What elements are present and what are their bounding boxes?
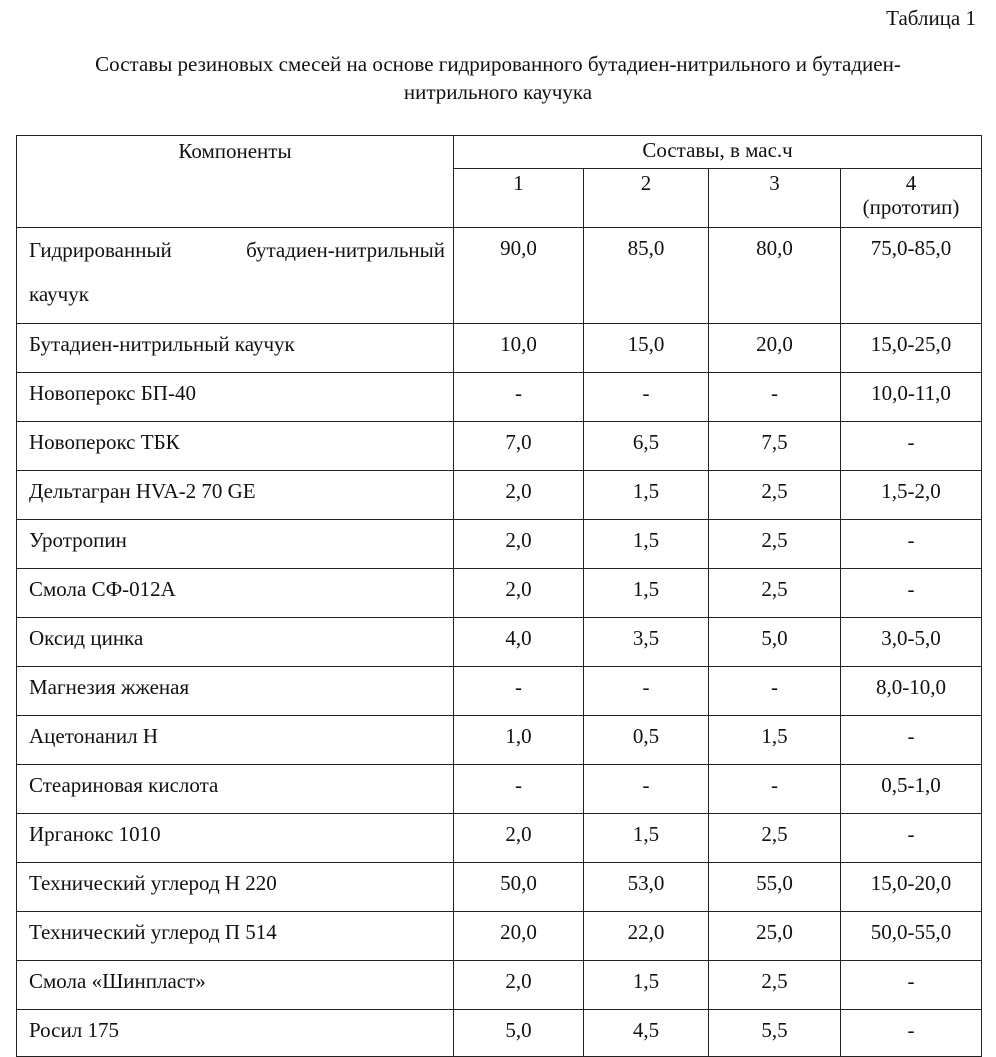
value-cell: - xyxy=(841,1010,982,1057)
value-cell: - xyxy=(841,569,982,618)
value-cell: 2,5 xyxy=(709,471,841,520)
value-cell: 2,0 xyxy=(454,569,584,618)
value-cell: - xyxy=(841,716,982,765)
table-row xyxy=(17,373,982,422)
table-row xyxy=(17,814,982,863)
component-name-line-2: каучук xyxy=(29,282,89,306)
value-cell: 2,0 xyxy=(454,520,584,569)
table-row xyxy=(17,1010,982,1057)
value-cell: 15,0-25,0 xyxy=(841,324,982,373)
value-cell: - xyxy=(584,373,709,422)
column-header-2: 2 xyxy=(584,169,709,228)
value-cell: - xyxy=(841,814,982,863)
component-name: Ирганокс 1010 xyxy=(17,814,454,863)
compositions-header: Составы, в мас.ч xyxy=(454,136,982,169)
value-cell: - xyxy=(454,373,584,422)
value-cell: 1,5 xyxy=(584,471,709,520)
value-cell: 1,5 xyxy=(584,961,709,1010)
value-cell: 3,5 xyxy=(584,618,709,667)
table-row xyxy=(17,912,982,961)
title-line-1: Составы резиновых смесей на основе гидрированного бутадиен-нитрильного и бутадиен- xyxy=(95,52,901,76)
table-row xyxy=(17,324,982,373)
value-cell: - xyxy=(454,667,584,716)
value-cell: - xyxy=(841,520,982,569)
value-cell: 1,5-2,0 xyxy=(841,471,982,520)
components-header: Компоненты xyxy=(17,136,454,228)
table-row xyxy=(17,618,982,667)
column-header-4-number: 4 xyxy=(905,171,917,195)
value-cell: - xyxy=(841,422,982,471)
column-header-1: 1 xyxy=(454,169,584,228)
value-cell: 80,0 xyxy=(709,228,841,324)
composition-table xyxy=(16,135,982,1057)
value-cell: 50,0-55,0 xyxy=(841,912,982,961)
component-name: Стеариновая кислота xyxy=(17,765,454,814)
table-label: Таблица 1 xyxy=(886,6,976,30)
value-cell: 7,0 xyxy=(454,422,584,471)
value-cell: 55,0 xyxy=(709,863,841,912)
value-cell: 1,0 xyxy=(454,716,584,765)
document-title xyxy=(0,50,996,106)
value-cell: 2,5 xyxy=(709,520,841,569)
value-cell: 2,0 xyxy=(454,471,584,520)
value-cell: - xyxy=(709,765,841,814)
value-cell: - xyxy=(709,667,841,716)
value-cell: 85,0 xyxy=(584,228,709,324)
value-cell: 1,5 xyxy=(584,520,709,569)
table-row xyxy=(17,569,982,618)
component-name: Ацетонанил Н xyxy=(17,716,454,765)
component-name: Уротропин xyxy=(17,520,454,569)
value-cell: 25,0 xyxy=(709,912,841,961)
value-cell: 22,0 xyxy=(584,912,709,961)
value-cell: 20,0 xyxy=(709,324,841,373)
value-cell: - xyxy=(584,667,709,716)
value-cell: 4,5 xyxy=(584,1010,709,1057)
value-cell: 3,0-5,0 xyxy=(841,618,982,667)
component-name: Бутадиен-нитрильный каучук xyxy=(17,324,454,373)
value-cell: 2,0 xyxy=(454,961,584,1010)
component-name: Технический углерод П 514 xyxy=(17,912,454,961)
table-row xyxy=(17,520,982,569)
component-name-line-1: Гидрированный бутадиен-нитрильный xyxy=(29,238,445,262)
value-cell: 15,0-20,0 xyxy=(841,863,982,912)
table-row xyxy=(17,422,982,471)
value-cell: 10,0-11,0 xyxy=(841,373,982,422)
component-name: Новоперокс БП-40 xyxy=(17,373,454,422)
column-header-4 xyxy=(841,169,982,228)
value-cell: 2,5 xyxy=(709,961,841,1010)
value-cell: 50,0 xyxy=(454,863,584,912)
value-cell: 2,5 xyxy=(709,569,841,618)
column-header-3: 3 xyxy=(709,169,841,228)
value-cell: 53,0 xyxy=(584,863,709,912)
column-header-4-note: (прототип) xyxy=(862,195,960,219)
value-cell: 4,0 xyxy=(454,618,584,667)
value-cell: 15,0 xyxy=(584,324,709,373)
table-row xyxy=(17,228,982,324)
table-row xyxy=(17,471,982,520)
component-name: Дельтагран HVA-2 70 GE xyxy=(17,471,454,520)
title-line-2: нитрильного каучука xyxy=(403,80,593,104)
component-name: Новоперокс ТБК xyxy=(17,422,454,471)
value-cell: 1,5 xyxy=(584,569,709,618)
value-cell: 90,0 xyxy=(454,228,584,324)
table-row xyxy=(17,961,982,1010)
value-cell: 8,0-10,0 xyxy=(841,667,982,716)
value-cell: - xyxy=(584,765,709,814)
component-name xyxy=(17,228,454,324)
value-cell: 2,5 xyxy=(709,814,841,863)
value-cell: 20,0 xyxy=(454,912,584,961)
component-name: Смола СФ-012А xyxy=(17,569,454,618)
value-cell: - xyxy=(841,961,982,1010)
table-row xyxy=(17,863,982,912)
value-cell: 75,0-85,0 xyxy=(841,228,982,324)
value-cell: 6,5 xyxy=(584,422,709,471)
table-row xyxy=(17,716,982,765)
value-cell: 5,0 xyxy=(709,618,841,667)
value-cell: 1,5 xyxy=(584,814,709,863)
value-cell: 10,0 xyxy=(454,324,584,373)
value-cell: 0,5-1,0 xyxy=(841,765,982,814)
value-cell: 5,5 xyxy=(709,1010,841,1057)
component-name: Оксид цинка xyxy=(17,618,454,667)
component-name: Магнезия жженая xyxy=(17,667,454,716)
component-name: Технический углерод Н 220 xyxy=(17,863,454,912)
value-cell: 0,5 xyxy=(584,716,709,765)
value-cell: 5,0 xyxy=(454,1010,584,1057)
value-cell: - xyxy=(454,765,584,814)
component-name: Смола «Шинпласт» xyxy=(17,961,454,1010)
value-cell: - xyxy=(709,373,841,422)
value-cell: 1,5 xyxy=(709,716,841,765)
value-cell: 7,5 xyxy=(709,422,841,471)
value-cell: 2,0 xyxy=(454,814,584,863)
component-name: Росил 175 xyxy=(17,1010,454,1057)
table-row xyxy=(17,765,982,814)
table-row xyxy=(17,667,982,716)
